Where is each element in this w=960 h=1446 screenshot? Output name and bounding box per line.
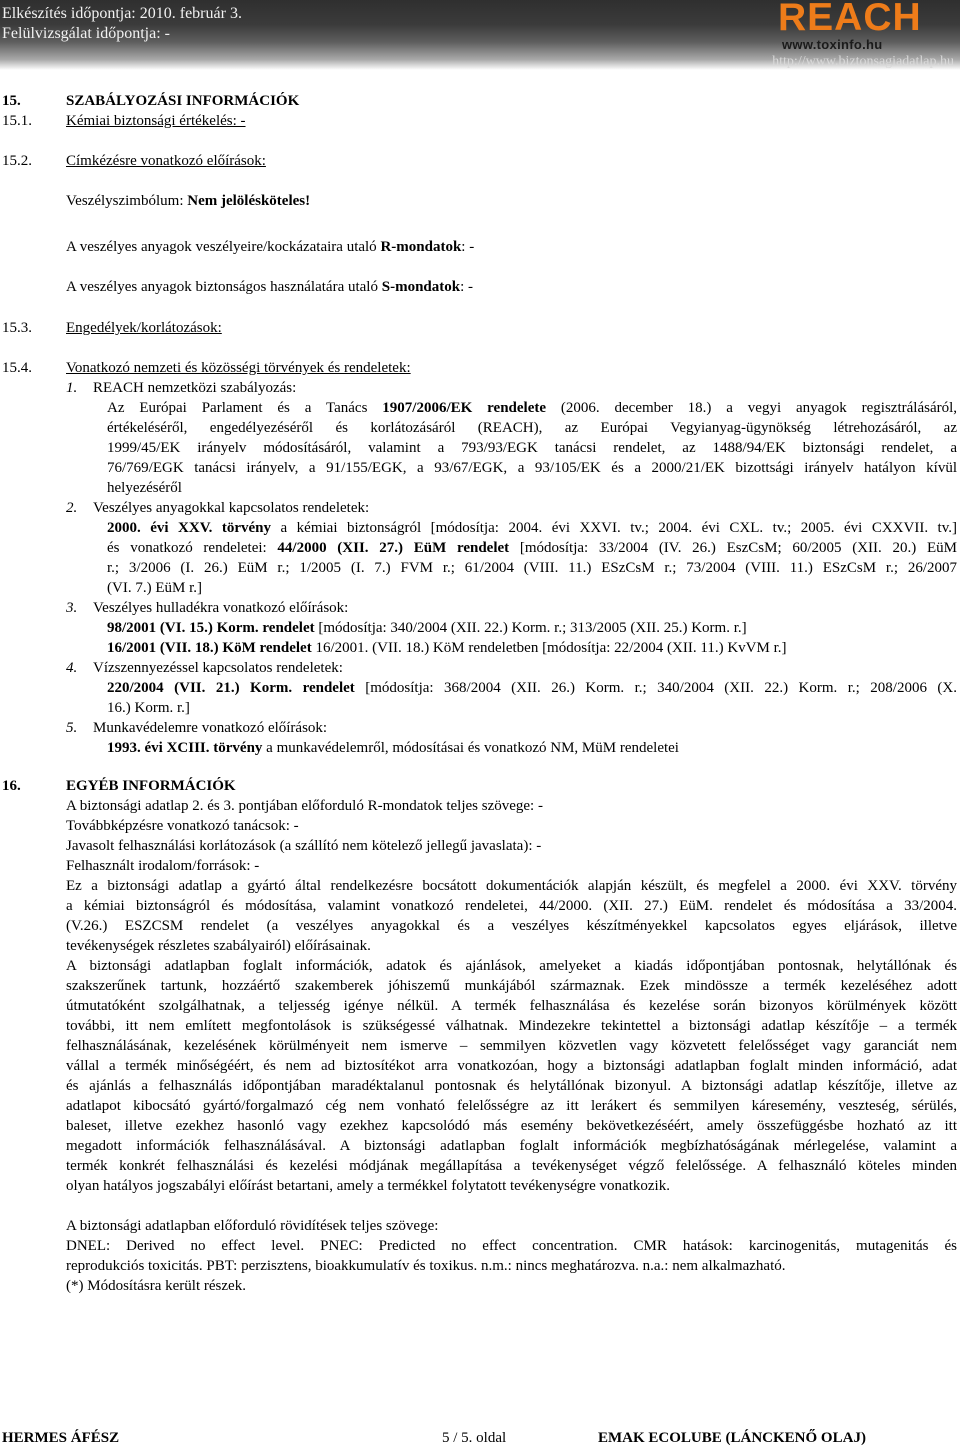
text-segment: a munkavédelemről, módosításai és vonatkozó NM, MüM rendeletei [262,740,679,756]
abbreviations-line-2: reprodukciós toxicitás. PBT: perzisztens, bioakkumulatív és toxikus. n.m.: nincs meghatározva. n.a.: nem alkalmazható. [66,1258,786,1274]
paragraph-2-line-5: felhasználásának, kezelésének körülményeit nem ismerve – semmilyen közvetlen vagy közvetett felelősséget vagy garanciát nem [66,1038,957,1054]
logo-word: REACH [778,0,922,39]
r-phrases-value: : - [461,239,475,255]
regulation-ref: 1993. évi XCIII. törvény [107,740,263,756]
text-segment: [módosítja: 368/2004 (XII. 26.) Korm. r.; 340/2004 (XII. 22.) Korm. r.; 208/2006 (X. [354,680,957,696]
revision-date: Felülvizsgálat időpontja: - [2,25,170,42]
hazard-symbol-line [66,191,310,211]
hazard-symbol-value: Nem jelölésköteles! [187,193,311,209]
s-phrases-label: A veszélyes anyagok biztonságos használatára utaló [66,279,382,295]
chemical-law-line-1 [107,518,957,538]
subsection-title: Címkézésre vonatkozó előírások: [66,153,266,169]
paragraph-2-line-2: szakszerűnek tartunk, hozzáértő szakemberek jóhiszemű munkájából származnak. Ezek mindössze a termék kezeléséhez adott [66,978,957,994]
logo-url: www.toxinfo.hu [782,37,883,52]
paragraph-2-line-1: A biztonsági adatlapban foglalt információk, adatok és ajánlások, amelyeket a kiadás időpontjában pontosnak, helytállónak és [66,958,957,974]
water-regulation-line-2: 16.) Korm. r.] [107,700,190,716]
subsection-number: 15.3. [2,320,32,336]
paragraph-2-line-10: megadott információk felhasználásával. A biztonsági adatlapban foglalt információk megbízhatóságának mérlegelése, valamint a [66,1138,957,1154]
paragraph-1-line-1: Ez a biztonsági adatlap a gyártó által rendelkezésre bocsátott dokumentációk alapján készült, és megfelel a 2000. évi XXV. törvény [66,878,957,894]
r-phrases-full-text: A biztonsági adatlap 2. és 3. pontjában előforduló R-mondatok teljes szövege: - [66,798,543,814]
paragraph-1-line-2: a kémiai biztonságról és módosítása, valamint vonatkozó rendeletei, 44/2000. (XII. 27.) EüM. rendelet és módosítása a 33/2004. [66,898,957,914]
regulation-ref: 98/2001 (VI. 15.) Korm. rendelet [107,620,315,636]
r-phrases-term: R-mondatok [380,239,462,255]
regulation-ref: 1907/2006/EK rendelete [382,400,547,416]
text-segment: Az Európai Parlament és a Tanács [107,400,383,416]
reach-regulation-line-1 [107,398,957,418]
list-title: Veszélyes anyagokkal kapcsolatos rendeletek: [93,500,370,516]
paragraph-1-line-4: tevékenységek részletes szabályairól) előírásainak. [66,938,371,954]
text-segment: a kémiai biztonságról [módosítja: 2004. évi XXVI. tv.; 2004. évi CXL. tv.; 2005. évi CXXVII. tv.] [271,520,958,536]
r-phrases-label: A veszélyes anyagok veszélyeire/kockázataira utaló [66,239,381,255]
text-segment: (2006. december 18.) a vegyi anyagok regisztrálásáról, [546,400,958,416]
regulation-ref: 220/2004 (VII. 21.) Korm. rendelet [107,680,355,696]
paragraph-2-line-12: olyan hatályos jogszabályi előírást betartani, amely a termékkel folytatott tevékenységre vonatkozik. [66,1178,670,1194]
labour-safety-line-1 [107,738,679,758]
recommended-restrictions: Javasolt felhasználási korlátozások (a szállító nem kötelező jellegű javaslata): - [66,838,542,854]
r-phrases-line [66,237,474,257]
paragraph-2-line-11: termék konkrét felhasználási és kezelési módjának megállapítása a tevékenységet végző felelőssége. A felhasználó köteles minden [66,1158,957,1174]
section-number: 16. [2,778,21,794]
subsection-number: 15.2. [2,153,32,169]
waste-regulation-line-2 [107,638,786,658]
regulation-ref: 16/2001 (VII. 18.) KöM rendelet [107,640,312,656]
section-number: 15. [2,93,21,109]
section-title: EGYÉB INFORMÁCIÓK [66,778,236,794]
section-title: SZABÁLYOZÁSI INFORMÁCIÓK [66,93,300,109]
literature-sources: Felhasznált irodalom/források: - [66,858,260,874]
list-title: Vízszennyezéssel kapcsolatos rendeletek: [93,660,343,676]
text-segment: és vonatkozó rendeletei: [107,540,278,556]
reach-regulation-line-2: értékeléséről, engedélyezéséről és korlátozásáról (REACH), az Európai Vegyianyag-ügynökség létrehozásáról, az [107,420,957,436]
text-segment: [módosítja: 340/2004 (XII. 22.) Korm. r.; 313/2005 (XII. 25.) Korm. r.] [314,620,747,636]
subsection-title: Kémiai biztonsági értékelés: - [66,113,246,129]
list-title: Munkavédelemre vonatkozó előírások: [93,720,328,736]
s-phrases-line [66,277,473,297]
paragraph-2-line-8: adatlapot kibocsátó gyártó/forgalmazó cég nem vonható felelősségre az itt lerákert és semmilyen káresemény, veszteség, sérülés, [66,1098,957,1114]
paragraph-1-line-3: (V.26.) ESZCSM rendelet (a veszélyes anyagokkal és a veszélyes készítményekkel kapcsolatos egyes eljárások, illetve [66,918,957,934]
subsection-title: Vonatkozó nemzeti és közösségi törvények és rendeletek: [66,360,411,376]
paragraph-2-line-3: útmutatóként szolgálhatnak, a teljesség igénye nélkül. A termék felhasználása és kezelése során bizonyos körülmények között [66,998,957,1014]
footer-page-number: 5 / 5. oldal [442,1430,507,1446]
s-phrases-value: : - [460,279,474,295]
footer-product-name: EMAK ECOLUBE (LÁNCKENŐ OLAJ) [598,1430,866,1446]
paragraph-2-line-9: baleset, illetve ezekhez hasonló vagy ezekhez kapcsolódó más esemény bekövetkezéséért, amely összefüggésbe hozható az itt [66,1118,957,1134]
reach-regulation-line-3: 1999/45/EK irányelv módosításáról, valamint a 793/93/EGK tanácsi rendelet, az 1488/94/EK biztonsági rendelet, a [107,440,957,456]
paragraph-2-line-4: további, itt nem említett megfontolások is szükségessé válhatnak. Mindezekre tekintettel a biztonsági adatlap készítője – a termék [66,1018,957,1034]
text-segment: 16/2001. (VII. 18.) KöM rendeletben [módosítja: 22/2004 (XII. 11.) KvVM r.] [311,640,787,656]
chemical-law-line-2 [107,538,957,558]
text-segment: [módosítja: 33/2004 (IV. 26.) EszCsM; 60/2005 (XII. 20.) EüM [509,540,957,556]
footer-company: HERMES ÁFÉSZ [2,1430,120,1446]
prepared-date: Elkészítés időpontja: 2010. február 3. [2,5,242,22]
reach-regulation-line-4: 76/769/EGK tanácsi irányelv, a 91/155/EGK, a 93/67/EGK, a 93/105/EK és a 2000/21/EK bizottsági irányelv hatályon kívül [107,460,957,476]
waste-regulation-line-1 [107,618,747,638]
training-advice: Továbbképzésre vonatkozó tanácsok: - [66,818,299,834]
subsection-title: Engedélyek/korlátozások: [66,320,222,336]
document-header [0,0,960,70]
list-title: Veszélyes hulladékra vonatkozó előírások: [93,600,349,616]
list-number: 5. [66,720,78,736]
s-phrases-term: S-mondatok [381,279,461,295]
list-number: 3. [66,600,78,616]
list-title: REACH nemzetközi szabályozás: [93,380,297,396]
list-number: 4. [66,660,78,676]
subsection-number: 15.4. [2,360,32,376]
list-number: 2. [66,500,78,516]
abbreviations-title: A biztonsági adatlapban előforduló rövidítések teljes szövege: [66,1218,439,1234]
modification-note: (*) Módosításra került részek. [66,1278,246,1294]
regulation-ref: 2000. évi XXV. törvény [107,520,272,536]
water-regulation-line-1 [107,678,957,698]
regulation-ref: 44/2000 (XII. 27.) EüM rendelet [277,540,510,556]
subsection-number: 15.1. [2,113,32,129]
paragraph-2-line-7: és ajánlás a felhasználás időpontjában maradéktalanul pontosnak és helytállónak bizonyul. A biztonsági adatlap készítője, illetve az [66,1078,957,1094]
abbreviations-line-1: DNEL: Derived no effect level. PNEC: Predicted no effect concentration. CMR hatások: karcinogenitás, mutagenitás és [66,1238,957,1254]
chemical-law-line-4: (VI. 7.) EüM r.] [107,580,202,596]
site-url: http://www.biztonsagiadatlap.hu [772,54,954,69]
list-number: 1. [66,380,78,396]
hazard-symbol-label: Veszélyszimbólum: [66,193,188,209]
paragraph-2-line-6: vállal a termék minőségéért, és nem ad biztosítékot arra vonatkozóan, hogy a biztonsági adatlapban foglalt minden információ, adat [66,1058,957,1074]
chemical-law-line-3: r.; 3/2006 (I. 26.) EüM r.; 1/2005 (I. 7.) FVM r.; 61/2004 (VIII. 11.) ESzCsM r.; 73/2004 (VIII. 11.) ESzCsM r.; 26/2007 [107,560,957,576]
reach-regulation-line-5: helyezéséről [107,480,182,496]
reach-logo [778,0,928,52]
